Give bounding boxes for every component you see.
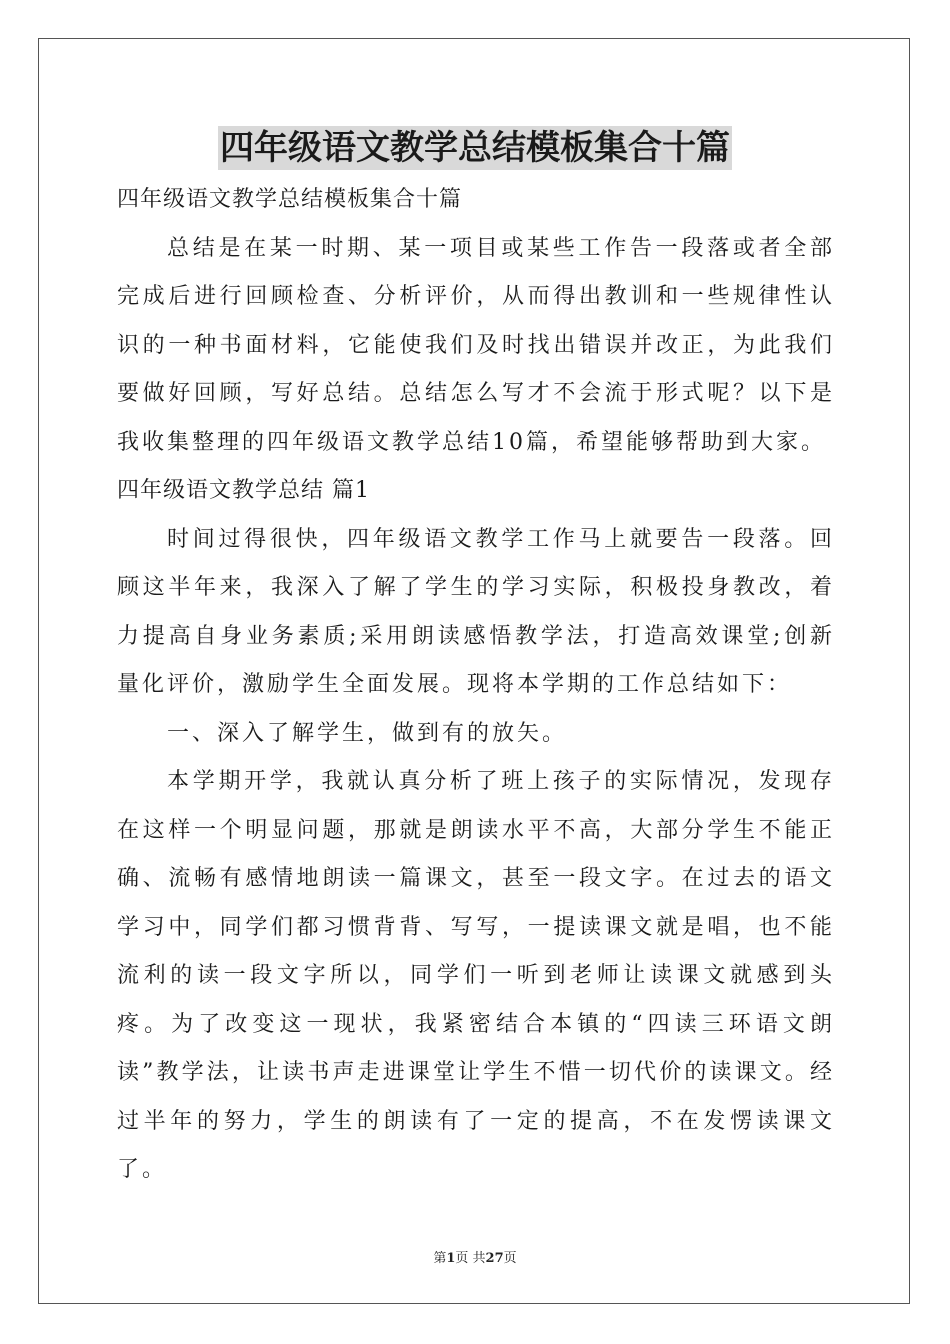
footer-suffix: 页	[503, 1251, 517, 1266]
intro-paragraph: 总结是在某一时期、某一项目或某些工作告一段落或者全部完成后进行回顾检查、分析评价，从而得出教训和一些规律性认识的一种书面材料，它能使我们及时找出错误并改正，为此我们要做好回顾，写好总结。总结怎么写才不会流于形式呢？以下是我收集整理的四年级语文教学总结10篇，希望能够帮助到大家。	[117, 235, 835, 455]
document-title-block	[0, 126, 950, 170]
subheading-paragraph: 一、深入了解学生，做到有的放矢。	[167, 720, 568, 746]
page-footer	[0, 1247, 950, 1266]
footer-mid: 页 共	[455, 1251, 486, 1266]
body-paragraph: 本学期开学，我就认真分析了班上孩子的实际情况，发现存在这样一个明显问题，那就是朗读水平不高，大部分学生不能正确、流畅有感情地朗读一篇课文，甚至一段文字。在过去的语文学习中，同学们都习惯背背、写写，一提读课文就是唱，也不能流利的读一段文字所以，同学们一听到老师让读课文就感到头疼。为了改变这一现状，我紧密结合本镇的“四读三环语文朗读”教学法，让读书声走进课堂让学生不惜一切代价的读课文。经过半年的努力，学生的朗读有了一定的提高，不在发愣读课文了。	[117, 769, 835, 1182]
document-body	[117, 176, 835, 1195]
current-page-number: 1	[446, 1251, 456, 1266]
footer-prefix: 第	[433, 1251, 447, 1266]
total-page-number: 27	[485, 1251, 504, 1266]
document-title: 四年级语文教学总结模板集合十篇	[220, 128, 730, 168]
document-subtitle: 四年级语文教学总结模板集合十篇	[117, 187, 463, 212]
body-paragraph: 时间过得很快，四年级语文教学工作马上就要告一段落。回顾这半年来，我深入了解了学生的学习实际，积极投身教改，着力提高自身业务素质;采用朗读感悟教学法，打造高效课堂;创新量化评价，激励学生全面发展。现将本学期的工作总结如下：	[117, 526, 835, 697]
section-heading: 四年级语文教学总结 篇1	[117, 478, 370, 503]
